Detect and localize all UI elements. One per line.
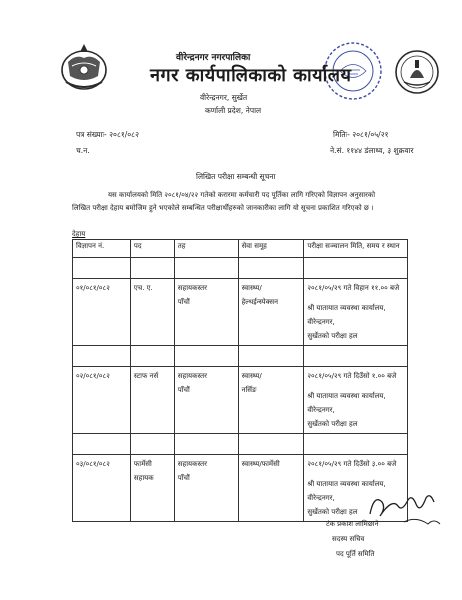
service-group: स्वास्थ्य/ हेल्थईन्स्पेक्सन [238, 279, 304, 346]
table-header-row [73, 240, 408, 258]
service-group: स्वास्थ्य/फार्मेसी [238, 455, 304, 522]
post-level: सहायकस्तर पाँचौं [174, 455, 238, 522]
notice-date: मितिः- २०८१/०५/२१ [333, 130, 389, 139]
column-header: विज्ञापन नं. [73, 240, 131, 258]
column-header: सेवा समूह [238, 240, 304, 258]
advert-number: ०१/०८१/०८२ [73, 279, 131, 346]
office-province: कर्णाली प्रदेश, नेपाल [205, 106, 262, 115]
advert-number: ०२/०८१/०८२ [73, 367, 131, 434]
post-level: सहायकस्तर पाँचौं [174, 367, 238, 434]
column-header: पद [130, 240, 174, 258]
table-row [73, 455, 408, 522]
dispatch-number: च.न. [76, 146, 90, 155]
column-header: परीक्षा सञ्चालन मिति, समय र स्थान [304, 240, 408, 258]
signatory-name: टंक प्रकाश लामिछाने [326, 520, 379, 528]
table-spacer-row [73, 346, 408, 367]
post-name: स्टाफ नर्स [130, 367, 174, 434]
notice-paragraph: यस कार्यालयको मिति २०८१/०४/२२ गतेको करारमा कर्मचारी पद पूर्तिका लागि गरिएको विज्ञापन अनुसारको लिखित परीक्षा देहाय बमोजिम हुने भएकोले सम्बन्धित परीक्षार्थीहरुको जानकारीका लागि यो सूचना प्रकाशित गरिएको छ । [72, 191, 376, 212]
exam-schedule-table [72, 239, 408, 522]
post-name: फार्मेसी सहायक [130, 455, 174, 522]
exam-schedule: २०८१/०५/२९ गते दिउँसो ३.०० बजे श्री यातायात व्यवस्था कार्यालय, वीरेन्द्रनगर, सुर्खेतको परीक्षा हल [304, 455, 408, 522]
municipality-name: वीरेन्द्रनगर नगरपालिका [176, 53, 251, 63]
reference-number: पत्र संख्याः- २०८१/०८२ [76, 130, 139, 139]
post-name: एच. ए. [130, 279, 174, 346]
post-level: सहायकस्तर पाँचौं [174, 279, 238, 346]
column-header: तह [174, 240, 238, 258]
signatory-role: सदस्य सचिव [332, 535, 365, 543]
signatory-committee: पद पूर्ति समिति [336, 550, 375, 558]
nepal-emblem-icon [58, 42, 110, 92]
exam-schedule: २०८१/०५/२९ गते दिउँसो १.०० बजे श्री यातायात व्यवस्था कार्यालय, वीरेन्द्रनगर, सुर्खेतको परीक्षा हल [304, 367, 408, 434]
office-address: वीरेन्द्रनगर, सुर्खेत [200, 93, 248, 102]
table-spacer-row [73, 434, 408, 455]
table-row [73, 279, 408, 346]
exam-schedule: २०८१/०५/२९ गते विहान ११.०० बजे श्री यातायात व्यवस्था कार्यालय, वीरेन्द्रनगर, सुर्खेतको परीक्षा हल [304, 279, 408, 346]
advert-number: ०३/०८१/०८२ [73, 455, 131, 522]
office-title: नगर कार्यपालिकाको कार्यालय [150, 65, 352, 86]
service-group: स्वास्थ्य/ नर्सिङ [238, 367, 304, 434]
municipality-logo-icon [392, 48, 442, 96]
table-spacer-row [73, 258, 408, 279]
nepal-sambat-date: ने.सं. ११४४ डंलाथ्व, ३ शुक्रवार [330, 146, 414, 155]
table-row [73, 367, 408, 434]
details-label: देहाय [72, 230, 86, 238]
notice-title: लिखित परीक्षा सम्बन्धी सूचना [196, 172, 276, 181]
